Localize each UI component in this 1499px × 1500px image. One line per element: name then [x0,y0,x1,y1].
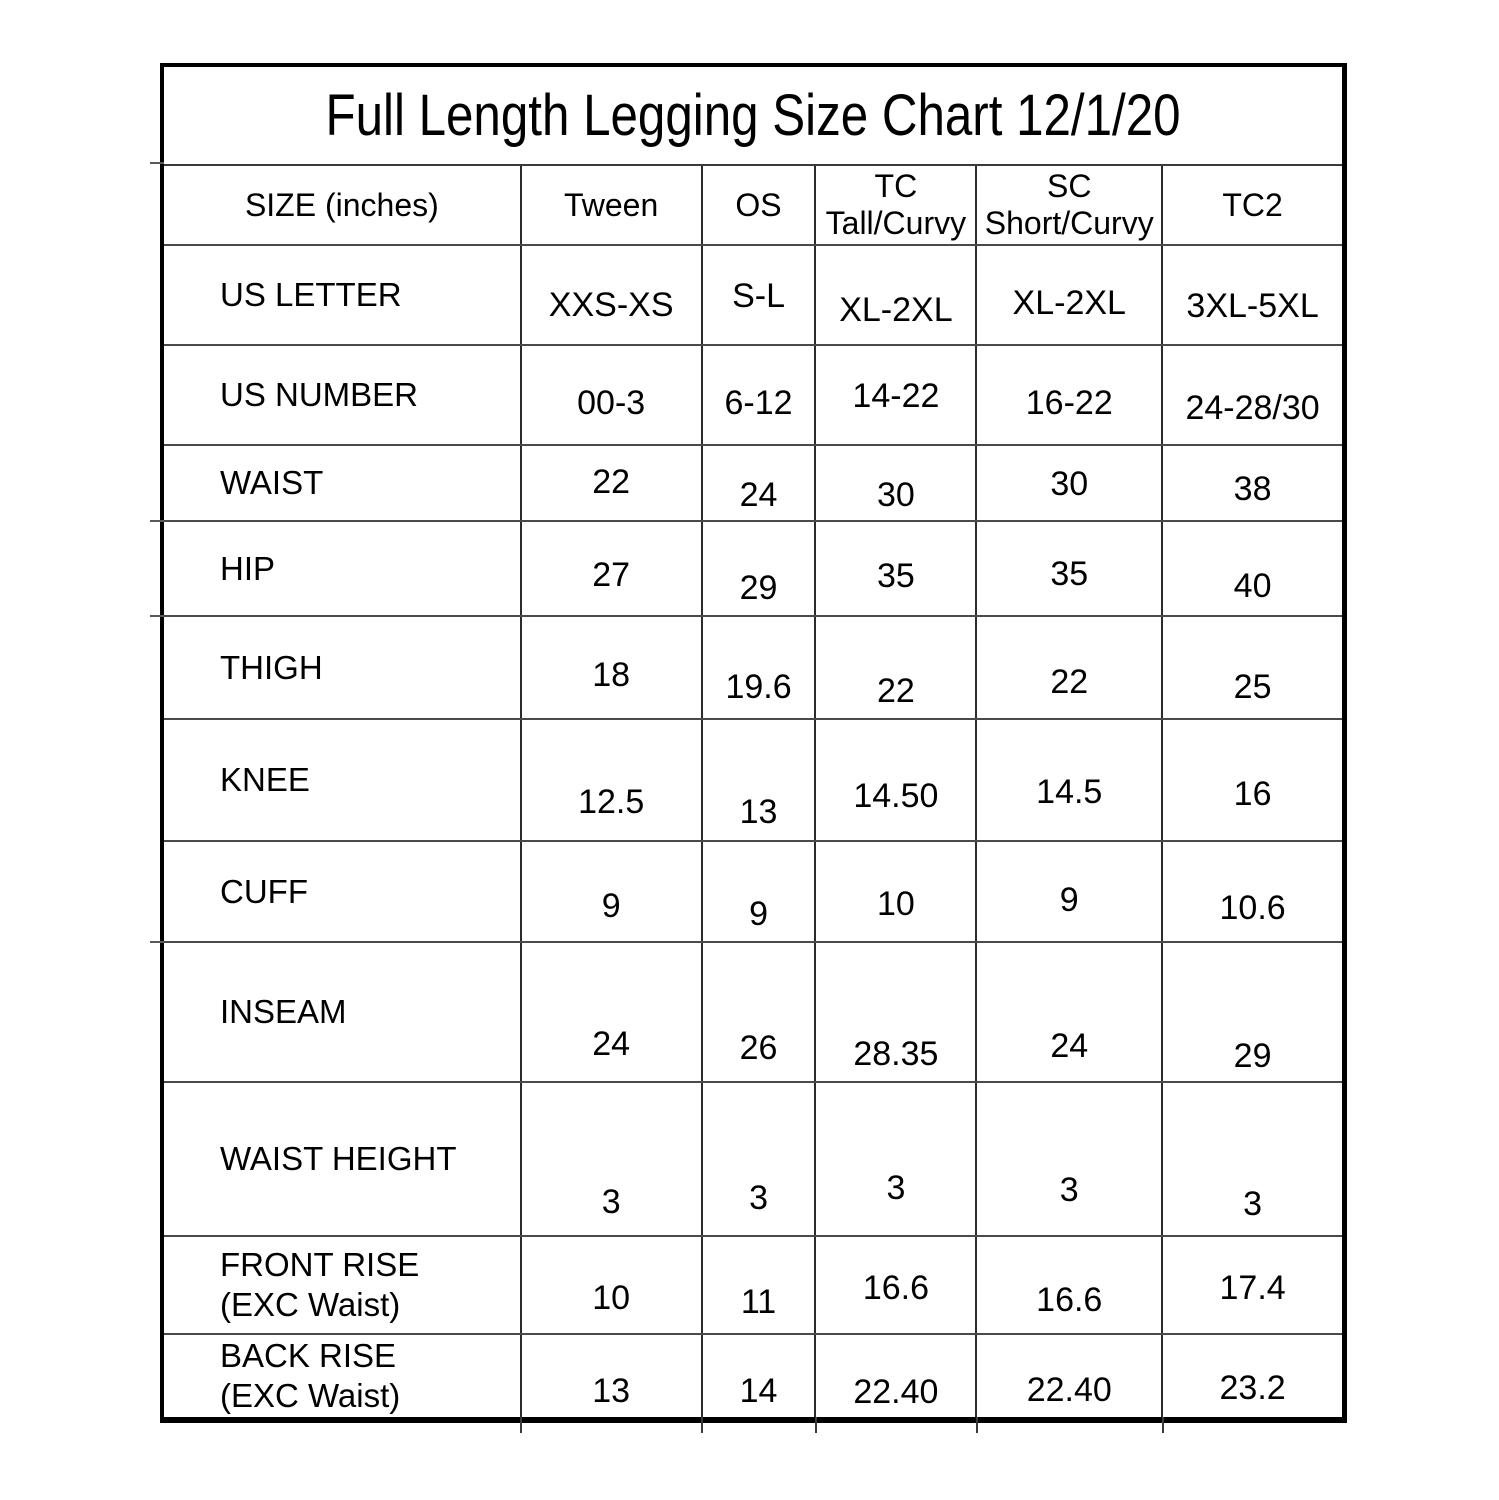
table-cell: 24 [977,943,1163,1081]
table-row-knee [164,718,1342,840]
row-label-text: INSEAM [220,993,347,1030]
table-cell: 3 [1243,1185,1263,1223]
table-cell: XXS-XS [522,246,703,344]
row-label [164,246,522,344]
table-cell: 3 [816,1083,977,1235]
table-cell: 22 [816,617,977,718]
row-label [164,943,522,1081]
column-header-subtitle: Short/Curvy [984,205,1154,241]
table-cell: 9 [522,842,703,941]
table-cell: 40 [1233,567,1272,605]
row-sublabel-text: (EXC Waist) [220,1377,401,1414]
table-cell: 28.35 [816,943,977,1081]
table-cell: 16.6 [816,1237,977,1333]
row-label [164,1335,522,1417]
table-row-waist-height [164,1081,1342,1235]
column-header-subtitle: Tall/Curvy [825,205,967,241]
table-cell: 23.2 [1219,1369,1286,1407]
row-label-text: BACK RISE [220,1337,397,1374]
table-cell: 16 [1233,775,1272,813]
table-row-us-letter [164,244,1342,344]
table-row-hip [164,520,1342,615]
column-header-label: SC [1047,168,1092,204]
table-cell: 3 [522,1083,703,1235]
table-cell: 22.40 [816,1335,977,1417]
table-cell: 9 [977,842,1163,941]
table-cell: 18 [522,617,703,718]
column-header-label: TC2 [1222,186,1283,223]
table-cell: 3 [703,1083,817,1235]
table-cell: 22 [977,617,1163,718]
table-cell: 00-3 [522,346,703,444]
column-header-tween [522,166,703,244]
column-header-sc [977,166,1163,244]
row-label-text: HIP [220,549,276,587]
gridline-tick [976,1417,978,1433]
size-chart-table [160,63,1347,1423]
title-row [164,67,1342,164]
size-header-label: SIZE (inches) [244,186,439,223]
table-cell: 13 [703,720,817,840]
table-cell: 26 [703,943,817,1081]
table-cell: 10.6 [1219,889,1286,927]
table-cell: 16.6 [977,1237,1163,1333]
row-label-text: FRONT RISE [220,1246,420,1283]
table-row-cuff [164,840,1342,941]
table-row-thigh [164,615,1342,718]
row-label [164,720,522,840]
row-label [164,1237,522,1333]
gridline-tick [701,1417,703,1433]
column-header-tc [816,166,977,244]
table-cell: 9 [703,842,817,941]
table-cell: 12.5 [522,720,703,840]
row-label-text: CUFF [220,872,308,910]
row-label-text: US NUMBER [220,376,419,413]
chart-title-cell [164,67,1342,164]
row-label-text: WAIST [220,464,324,501]
row-label [164,446,522,520]
table-row-back-rise [164,1333,1342,1417]
row-label [164,617,522,718]
gridline-tick [1162,1417,1164,1433]
table-cell: 35 [977,522,1163,615]
chart-title: Full Length Legging Size Chart 12/1/20 [325,83,1181,148]
table-cell: 24 [703,446,817,520]
table-cell: 22.40 [977,1335,1163,1417]
row-label-text: KNEE [220,761,310,798]
table-cell: 14.5 [977,720,1163,840]
table-cell: 29 [1233,1037,1272,1075]
table-row-us-number [164,344,1342,444]
table-cell: 22 [522,446,703,520]
table-cell: 29 [703,522,817,615]
table-cell: 13 [522,1335,703,1417]
table-cell: 10 [522,1237,703,1333]
gridline-tick [520,1417,522,1433]
row-label [164,346,522,444]
table-cell: 14 [703,1335,817,1417]
column-header-label: Tween [563,186,659,223]
table-cell: 3 [977,1083,1163,1235]
table-cell: 19.6 [703,617,817,718]
table-cell: 17.4 [1219,1269,1286,1307]
column-header-label: OS [735,186,782,223]
table-cell: 35 [816,522,977,615]
gridline-stub [150,162,164,164]
row-label [164,1083,522,1235]
table-cell: XL-2XL [977,246,1163,344]
gridline-stub [150,520,164,522]
table-cell: 27 [522,522,703,615]
table-cell: 6-12 [703,346,817,444]
table-row-front-rise [164,1235,1342,1333]
table-row-inseam [164,941,1342,1081]
table-cell: 38 [1233,470,1272,508]
row-label [164,522,522,615]
column-header-os [703,166,817,244]
table-cell: 10 [816,842,977,941]
table-cell: S-L [703,246,817,344]
table-row-waist [164,444,1342,520]
gridline-stub [150,615,164,617]
table-cell: 25 [1233,668,1272,706]
table-cell: 16-22 [977,346,1163,444]
column-header-tc2 [1163,166,1342,244]
row-label-text: US LETTER [220,276,402,313]
gridline-stub [150,941,164,943]
row-label [164,842,522,941]
column-header-size [164,166,522,244]
table-cell: 30 [816,446,977,520]
row-label-text: WAIST HEIGHT [220,1140,457,1177]
gridline-tick [815,1417,817,1433]
table-cell: 24-28/30 [1185,389,1320,427]
table-cell: 30 [977,446,1163,520]
table-cell: 14-22 [816,346,977,444]
row-label-text: THIGH [220,648,323,686]
table-cell: 24 [522,943,703,1081]
table-cell: 14.50 [816,720,977,840]
row-sublabel-text: (EXC Waist) [220,1286,401,1323]
table-cell: 11 [703,1237,817,1333]
header-row [164,164,1342,244]
table-cell: 3XL-5XL [1186,287,1319,325]
column-header-label: TC [874,168,918,204]
table-cell: XL-2XL [816,246,977,344]
